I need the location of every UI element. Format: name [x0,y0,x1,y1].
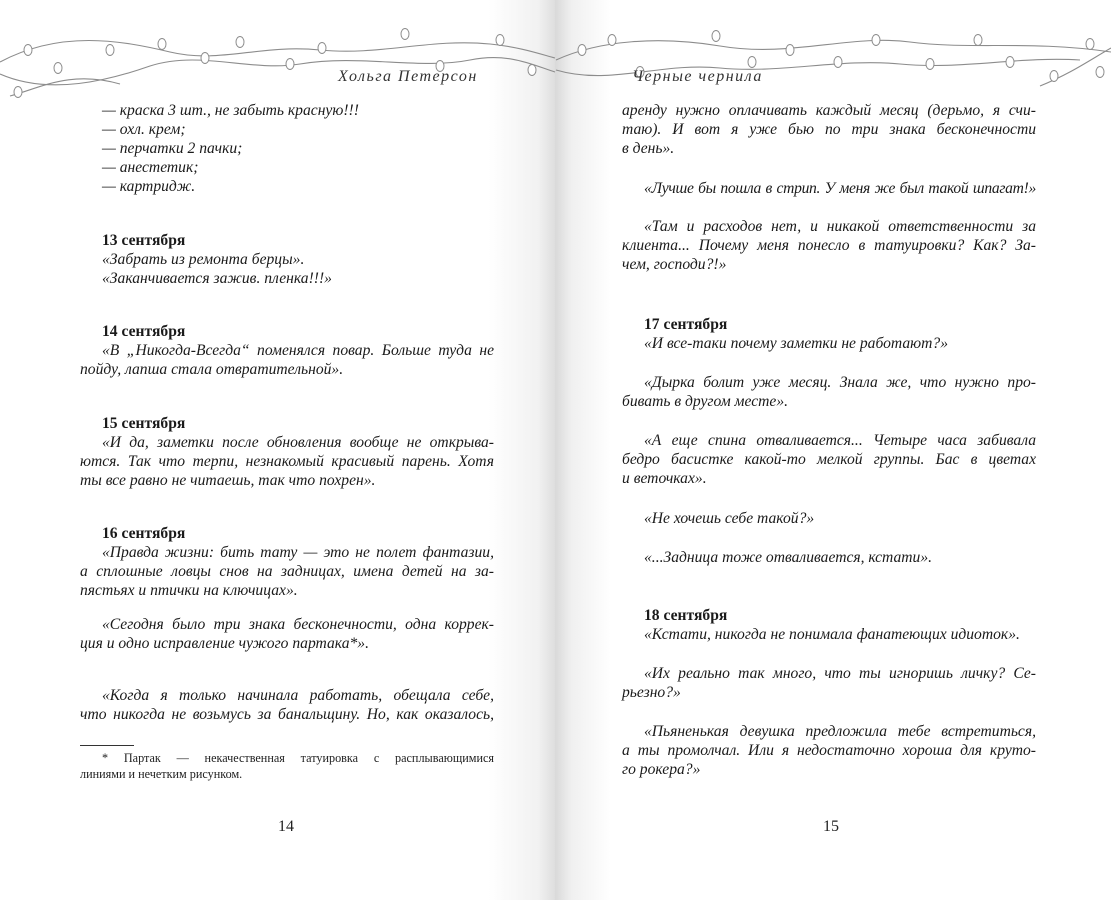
list-item: — краска 3 шт., не забыть красную!!! [102,102,359,119]
footnote-line: * Партак — некачественная татуировка с расплывающимися [102,751,494,765]
footnote-line: линиями и нечетким рисунком. [80,767,243,781]
note-line: таю). И вот я уже бью по три знака бесконечности [622,121,1036,138]
note-line: бедро басистке какой-то мелкой группы. Бас в цветах [622,451,1036,468]
footnote [80,750,494,782]
note-line: «Когда я только начинала работать, обещала себе, [102,687,494,704]
date-heading-14-september: 14 сентября [102,323,186,340]
note-line: а сплошные ловцы снов на задницах, имена детей на за- [80,563,494,580]
left-page-text [80,101,494,741]
note-line: «Лучше бы пошла в стрип. У меня же был такой шпагат!» [644,180,1036,197]
note-line: пястьях и птички на ключицах». [80,582,298,599]
note-line: клиента... Почему меня понесло в татуировки? Как? За- [622,237,1036,254]
footnote-rule [80,745,134,746]
note-line: «Дырка болит уже месяц. Знала же, что нужно про- [644,374,1036,391]
note-line: пойду, лапша стала отвратительной». [80,361,344,378]
note-line: «В „Никогда-Всегда“ поменялся повар. Больше туда не [102,342,494,359]
note-line: «Забрать из ремонта берцы». [102,251,305,268]
note-line: что никогда не возьмусь за банальщину. Но, как оказалось, [80,706,494,723]
note-line: бивать в другом месте». [622,393,789,410]
note-line: «И да, заметки после обновления вообще не открыва- [102,434,494,451]
page-number-left: 14 [278,818,294,835]
note-line: «Там и расходов нет, и никакой ответственности за [644,218,1036,235]
note-line: и веточках». [622,470,707,487]
date-heading-15-september: 15 сентября [102,415,186,432]
date-heading-16-september: 16 сентября [102,525,186,542]
date-heading-18-september: 18 сентября [644,607,728,624]
list-item: — перчатки 2 пачки; [102,140,243,157]
note-line: го рокера?» [622,761,701,778]
date-heading-17-september: 17 сентября [644,316,728,333]
left-running-head: Хольга Петерсон [338,68,478,85]
note-line: «Их реально так много, что ты игноришь личку? Се- [644,665,1036,682]
note-line: рьезно?» [622,684,681,701]
note-line: ются. Так что терпи, незнакомый красивый парень. Хотя [80,453,494,470]
note-line: «И все-таки почему заметки не работают?» [644,335,949,352]
list-item: — анестетик; [102,159,199,176]
note-line: аренду нужно оплачивать каждый месяц (дерьмо, я счи- [622,102,1036,119]
note-line: «Заканчивается зажив. пленка!!!» [102,270,332,287]
note-line: ция и одно исправление чужого партака*». [80,635,369,652]
string-lights-ornament [0,0,1111,110]
note-line: «Сегодня было три знака бесконечности, одна коррек- [102,616,494,633]
note-line: «Пьяненькая девушка предложила тебе встретиться, [644,723,1036,740]
note-line: «...Задница тоже отваливается, кстати». [644,549,933,566]
note-line: «Правда жизни: бить тату — это не полет фантазии, [102,544,494,561]
note-line: «Кстати, никогда не понимала фанатеющих идиоток». [644,626,1020,643]
note-line: «А еще спина отваливается... Четыре часа забивала [644,432,1036,449]
note-line: чем, господи?!» [622,256,727,273]
list-item: — картридж. [102,178,196,195]
date-heading-13-september: 13 сентября [102,232,186,249]
right-running-head: Черные чернила [632,68,763,85]
note-line: а ты промолчал. Или я недостаточно хороша для круто- [622,742,1036,759]
right-page-text [622,101,1036,791]
page-number-right: 15 [823,818,839,835]
note-line: «Не хочешь себе такой?» [644,510,815,527]
note-line: в день». [622,140,675,157]
list-item: — охл. крем; [102,121,186,138]
note-line: ты все равно не читаешь, так что похрен». [80,472,376,489]
